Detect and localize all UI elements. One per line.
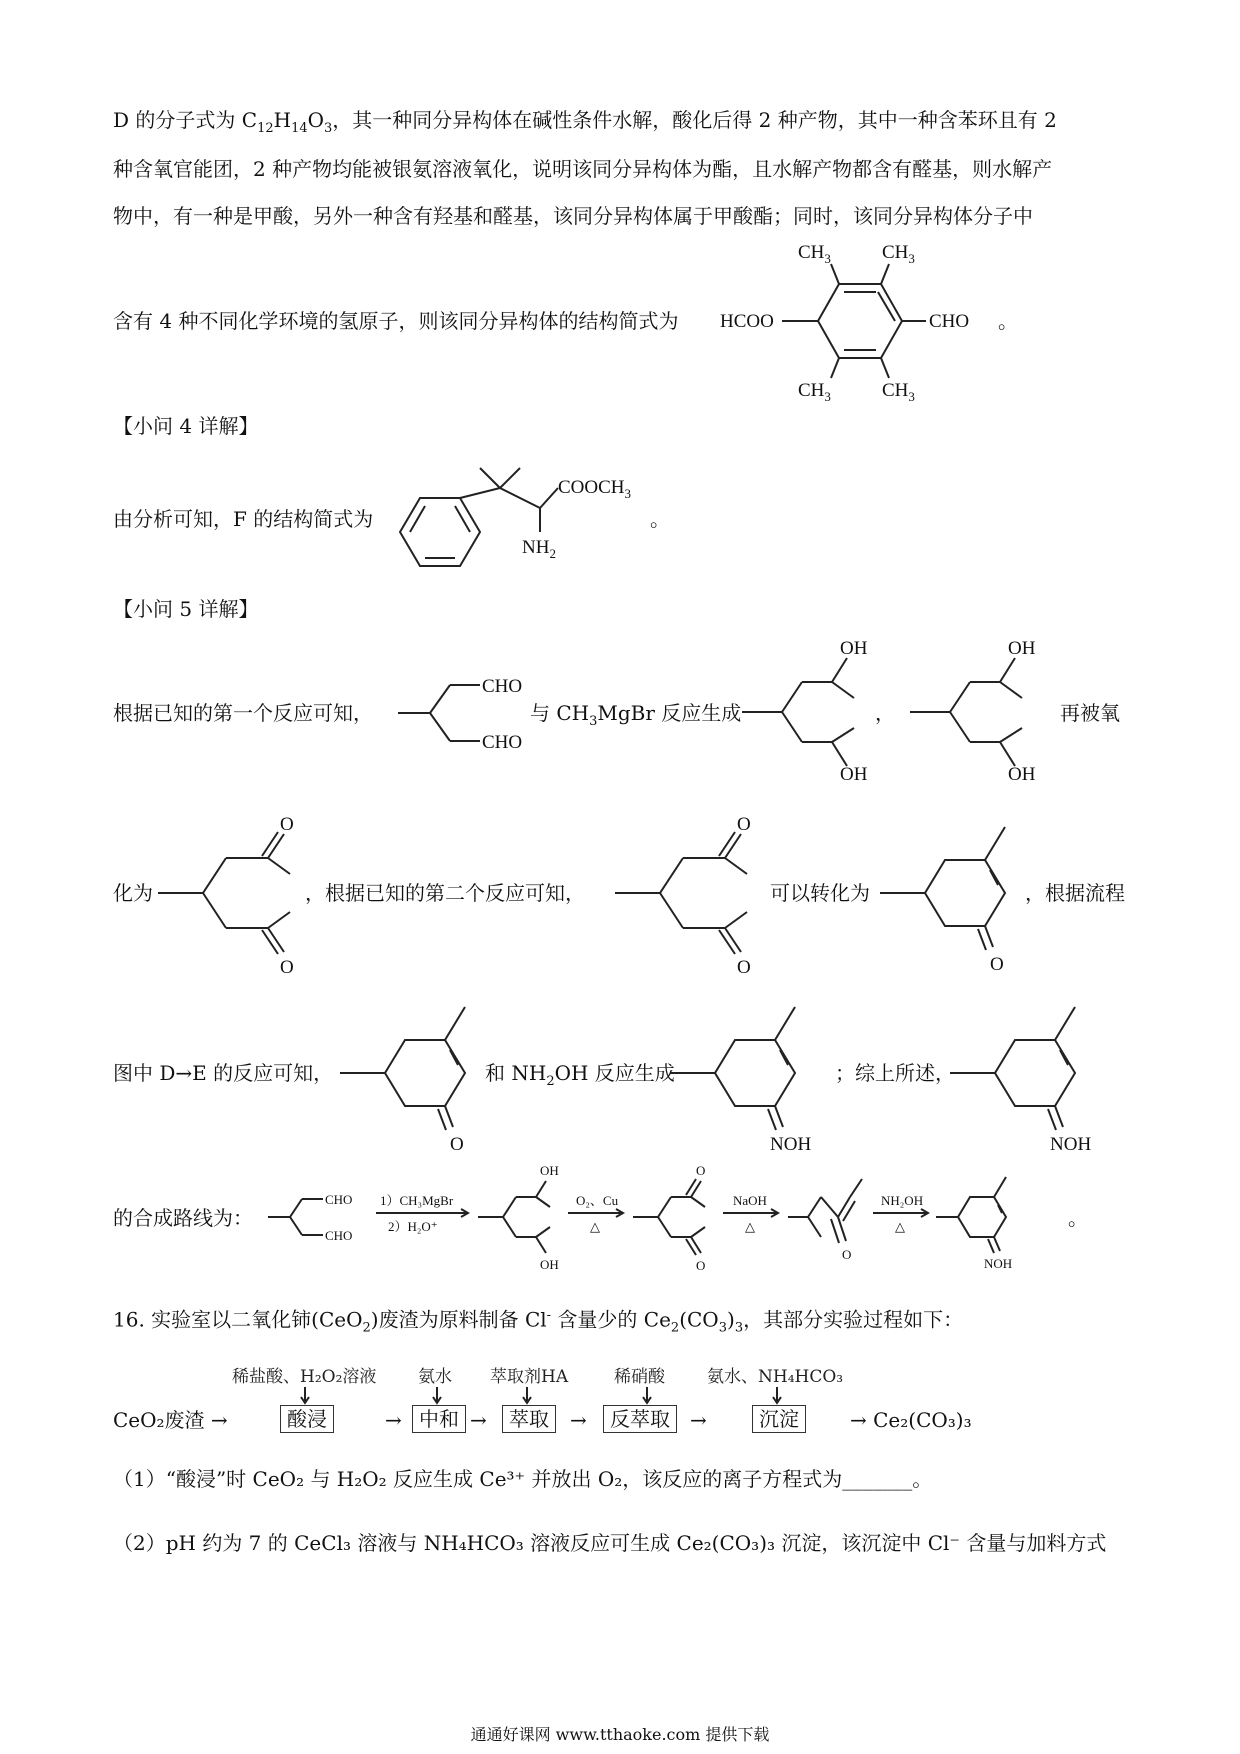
svg-text:2）H₂O⁺: 2）H₂O⁺ xyxy=(388,1219,438,1234)
reagent-4: 稀硝酸 xyxy=(614,1367,665,1387)
svg-text:NOH: NOH xyxy=(1050,1134,1092,1155)
reagent-arrows xyxy=(0,1385,1240,1407)
flow-arrow-2: → xyxy=(470,1408,487,1432)
svg-text:CH3: $CH_3$ xyxy=(798,242,831,266)
flow-arrow-4: → xyxy=(690,1408,707,1432)
diol-structure-2 xyxy=(910,630,1060,790)
svg-text:O: O xyxy=(737,814,751,835)
step-neutralize: 中和 xyxy=(412,1405,466,1433)
svg-text:OH: OH xyxy=(1008,638,1036,659)
q5-line1-b: 与 $CH_3MgBr$ 反应生成 xyxy=(530,701,742,729)
q5-line4-a: 的合成路线为： xyxy=(113,1206,253,1230)
q4-end: 。 xyxy=(650,507,670,531)
svg-text:CHO: CHO xyxy=(325,1192,353,1207)
enone-structure-2 xyxy=(340,985,490,1160)
svg-text:NaOH: NaOH xyxy=(733,1193,767,1208)
q5-line4-end: 。 xyxy=(1068,1206,1088,1230)
para-d-end: 。 xyxy=(998,309,1018,333)
svg-text:CH3: $CH_3$ xyxy=(882,242,915,266)
svg-text:OH: OH xyxy=(540,1163,559,1178)
diketone-structure-2 xyxy=(615,808,775,978)
svg-text:O: O xyxy=(842,1247,852,1262)
route-dialdehyde xyxy=(268,1192,352,1243)
oxime-structure-2 xyxy=(950,985,1130,1160)
svg-text:NOH: NOH xyxy=(984,1256,1013,1271)
reagent-1: 稀盐酸、H₂O₂溶液 xyxy=(232,1367,377,1387)
svg-text:CHO: CHO xyxy=(325,1228,353,1243)
q4-heading: 【小问 4 详解】 xyxy=(113,414,259,438)
svg-text:HCOO: HCOO xyxy=(720,311,774,332)
reagent-2: 氨水 xyxy=(418,1367,452,1387)
f-structure xyxy=(390,460,670,580)
route-diketone xyxy=(633,1163,705,1273)
flow-start: CeO₂废渣 → xyxy=(113,1408,228,1432)
diol-structure-1 xyxy=(742,630,892,790)
step-back-extract: 反萃取 xyxy=(603,1405,677,1433)
q5-line3-e: ；综上所述， xyxy=(835,1061,955,1085)
svg-text:CH3: $CH_3$ xyxy=(882,380,915,404)
q5-line2-a: 化为 xyxy=(113,881,153,905)
q5-line1-e: ， xyxy=(875,701,895,725)
flow-arrow-3: → xyxy=(570,1408,587,1432)
svg-text:OH: OH xyxy=(1008,764,1036,785)
svg-text:NOH: NOH xyxy=(770,1134,812,1155)
q5-line1-a: 根据已知的第一个反应可知， xyxy=(113,701,373,725)
para-d-line4: 含有 4 种不同化学环境的氢原子，则该同分异构体的结构简式为 xyxy=(113,309,679,333)
q16-sub1: （1）“酸浸”时 CeO₂ 与 H₂O₂ 反应生成 Ce³⁺ 并放出 O₂，该反应的离子方程式为_______。 xyxy=(113,1467,933,1491)
step-extract: 萃取 xyxy=(502,1405,556,1433)
svg-text:CHO: CHO xyxy=(929,311,970,332)
svg-text:NH2: $NH_2$ xyxy=(522,537,556,561)
reagent-5: 氨水、NH₄HCO₃ xyxy=(707,1367,844,1387)
q5-heading: 【小问 5 详解】 xyxy=(113,597,259,621)
svg-text:OH: OH xyxy=(840,764,868,785)
svg-text:CH3: $CH_3$ xyxy=(798,380,831,404)
svg-text:O: O xyxy=(280,957,294,978)
formate-ester-structure xyxy=(720,238,1000,408)
svg-text:O: O xyxy=(450,1134,464,1155)
q4-text: 由分析可知，F 的结构简式为 xyxy=(113,507,374,531)
q5-line3-b: 和 $NH_2OH$ 反应生成 xyxy=(485,1061,675,1089)
svg-text:△: △ xyxy=(895,1219,905,1234)
svg-text:△: △ xyxy=(590,1219,600,1234)
svg-text:O: O xyxy=(990,954,1004,975)
svg-text:△: △ xyxy=(745,1219,755,1234)
svg-text:O: O xyxy=(696,1258,706,1273)
svg-text:O₂、Cu: O₂、Cu xyxy=(576,1193,619,1208)
route-oxime xyxy=(936,1177,1012,1271)
q16-intro: 16. 实验室以二氧化铈(CeO$_2$)废渣为原料制备 Cl- 含量少的 $Ce_2(CO_3)_3$，其部分实验过程如下： xyxy=(113,1307,964,1336)
svg-text:O: O xyxy=(696,1163,706,1178)
q5-line2-c: 可以转化为 xyxy=(770,881,870,905)
diketone-structure-1 xyxy=(158,808,318,978)
svg-text:COOCH3: $COOCH_3$ xyxy=(558,477,632,501)
flow-end: → Ce₂(CO₃)₃ xyxy=(850,1408,972,1432)
route-diol xyxy=(478,1163,559,1272)
svg-text:OH: OH xyxy=(840,638,868,659)
page-footer: 通通好课网 www.tthaoke.com 提供下载 xyxy=(470,1725,770,1744)
svg-text:CHO: CHO xyxy=(482,676,523,697)
q5-line2-d: ，根据流程 xyxy=(1025,881,1125,905)
svg-text:O: O xyxy=(737,957,751,978)
svg-text:CHO: CHO xyxy=(482,732,523,753)
q16-sub2: （2）pH 约为 7 的 CeCl₃ 溶液与 NH₄HCO₃ 溶液反应可生成 Ce₂(CO₃)₃ 沉淀，该沉淀中 Cl⁻ 含量与加料方式 xyxy=(113,1531,1107,1555)
svg-text:O: O xyxy=(280,814,294,835)
svg-text:1）CH₃MgBr: 1）CH₃MgBr xyxy=(380,1193,454,1208)
step-acid-leach: 酸浸 xyxy=(280,1405,334,1433)
dialdehyde-structure xyxy=(390,665,540,765)
q5-line2-b: ，根据已知的第二个反应可知， xyxy=(305,881,585,905)
svg-text:NH₂OH: NH₂OH xyxy=(881,1193,924,1208)
oxime-structure-1 xyxy=(670,985,850,1160)
q5-line1-f: 再被氧 xyxy=(1060,701,1120,725)
para-d-line2: 种含氧官能团，2 种产物均能被银氨溶液氧化，说明该同分异构体为酯，且水解产物都含有醛基，则水解产 xyxy=(113,157,1053,181)
q5-line3-a: 图中 D→E 的反应可知， xyxy=(113,1061,334,1085)
para-d-line3: 物中，有一种是甲酸，另外一种含有羟基和醛基，该同分异构体属于甲酸酯；同时，该同分异构体分子中 xyxy=(113,204,1033,228)
reagent-3: 萃取剂HA xyxy=(490,1367,569,1387)
flow-arrow-1: → xyxy=(385,1408,402,1432)
para-d-line1: D 的分子式为 $C_{12}H_{14}O_3$，其一种同分异构体在碱性条件水解，酸化后得 2 种产物，其中一种含苯环且有 2 xyxy=(113,108,1057,136)
step-precipitate: 沉淀 xyxy=(752,1405,806,1433)
enone-structure-1 xyxy=(880,805,1030,980)
route-enone xyxy=(788,1179,862,1262)
svg-text:OH: OH xyxy=(540,1257,559,1272)
